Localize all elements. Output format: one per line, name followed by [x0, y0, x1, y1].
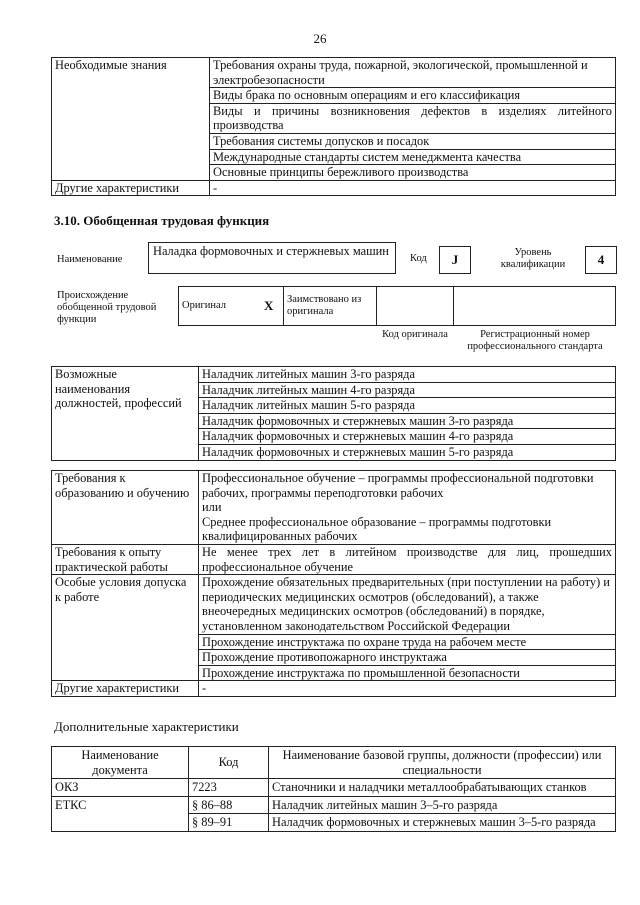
table-row	[52, 796, 616, 814]
table-row	[52, 180, 616, 196]
code-label: Код	[410, 253, 427, 264]
name-value: Наладка формовочных и стержневых машин	[148, 242, 396, 274]
level-label: Уровень квалификации	[500, 247, 566, 270]
row-name: Наладчик литейных машин 3–5-го разряда	[269, 796, 616, 814]
conditions-label: Особые условия допуска к работе	[52, 575, 199, 681]
reg-number-label: Регистрационный номер профессионального стандарта	[467, 329, 603, 352]
table-row	[52, 471, 616, 545]
table-row	[179, 287, 616, 326]
row-name: Наладчик формовочных и стержневых машин 3–5-го разряда	[269, 814, 616, 832]
condition-item: Прохождение обязательных предварительных (при поступлении на работу) и периодических медицинских осмотров (обследований), а также внеочередных медицинских осмотров (обследований) в порядке, установленном законодательством Российской Федерации	[199, 575, 616, 634]
additional-table	[51, 746, 616, 832]
other-characteristics-value: -	[199, 681, 616, 697]
reg-number-cell	[454, 287, 616, 326]
knowledge-table	[51, 57, 616, 196]
condition-item: Прохождение инструктажа по промышленной безопасности	[199, 665, 616, 681]
other-characteristics-label: Другие характеристики	[52, 681, 199, 697]
header-name: Наименование базовой группы, должности (профессии) или специальности	[269, 747, 616, 779]
row-code: § 89–91	[189, 814, 269, 832]
position-item: Наладчик литейных машин 5-го разряда	[199, 398, 616, 414]
table-row	[52, 681, 616, 697]
page-number: 26	[313, 31, 327, 46]
table-header-row	[52, 747, 616, 779]
position-item: Наладчик литейных машин 4-го разряда	[199, 382, 616, 398]
position-item: Наладчик формовочных и стержневых машин 3-го разряда	[199, 413, 616, 429]
level-value: 4	[585, 246, 617, 274]
table-row	[52, 367, 616, 383]
education-line: Профессиональное обучение – программы профессиональной подготовки рабочих, программы переподготовки рабочих	[202, 471, 594, 500]
row-doc: ЕТКС	[52, 796, 189, 831]
row-code: 7223	[189, 779, 269, 797]
knowledge-item: Требования системы допусков и посадок	[210, 133, 616, 149]
section-title: 3.10. Обобщенная трудовая функция	[54, 213, 270, 228]
knowledge-label: Необходимые знания	[52, 58, 210, 181]
row-doc: ОКЗ	[52, 779, 189, 797]
knowledge-item: Требования охраны труда, пожарной, экологической, промышленной и электробезопасности	[210, 58, 616, 88]
table-row	[52, 575, 616, 634]
other-characteristics-label: Другие характеристики	[52, 180, 210, 196]
knowledge-item: Основные принципы бережливого производства	[210, 165, 616, 181]
position-item: Наладчик формовочных и стержневых машин 5-го разряда	[199, 444, 616, 460]
knowledge-item: Виды и причины возникновения дефектов в изделиях литейного производства	[210, 103, 616, 133]
name-label: Наименование	[57, 254, 123, 265]
code-value: J	[439, 246, 471, 274]
origin-label: Происхождение обобщенной трудовой функции	[57, 290, 157, 325]
condition-item: Прохождение инструктажа по охране труда на рабочем месте	[199, 634, 616, 650]
knowledge-item: Виды брака по основным операциям и его классификация	[210, 88, 616, 104]
other-characteristics-value: -	[210, 180, 616, 196]
position-item: Наладчик литейных машин 3-го разряда	[199, 367, 616, 383]
position-item: Наладчик формовочных и стержневых машин 4-го разряда	[199, 429, 616, 445]
row-code: § 86–88	[189, 796, 269, 814]
table-row	[52, 779, 616, 797]
code-original-cell	[377, 287, 454, 326]
knowledge-item: Международные стандарты систем менеджмента качества	[210, 149, 616, 165]
experience-value: Не менее трех лет в литейном производстве для лиц, прошедших профессиональное обучение	[199, 544, 616, 574]
positions-label: Возможные наименования должностей, профессий	[52, 367, 199, 461]
education-value	[199, 471, 616, 545]
requirements-table	[51, 470, 616, 697]
table-row	[52, 58, 616, 88]
original-mark: X	[261, 287, 284, 326]
table-row	[52, 544, 616, 574]
row-name: Станочники и наладчики металлообрабатывающих станков	[269, 779, 616, 797]
education-label: Требования к образованию и обучению	[52, 471, 199, 545]
additional-title: Дополнительные характеристики	[54, 719, 239, 734]
code-original-label: Код оригинала	[382, 329, 448, 340]
origin-table	[178, 286, 616, 326]
education-line: Среднее профессиональное образование – программы подготовки квалифицированных рабочих	[202, 514, 552, 544]
borrowed-label: Заимствовано из оригинала	[284, 287, 377, 326]
header-doc: Наименование документа	[52, 747, 189, 779]
experience-label: Требования к опыту практической работы	[52, 544, 199, 574]
positions-table	[51, 366, 616, 461]
condition-item: Прохождение противопожарного инструктажа	[199, 650, 616, 666]
original-label: Оригинал	[179, 287, 262, 326]
education-line: или	[202, 500, 222, 515]
header-code: Код	[189, 747, 269, 779]
